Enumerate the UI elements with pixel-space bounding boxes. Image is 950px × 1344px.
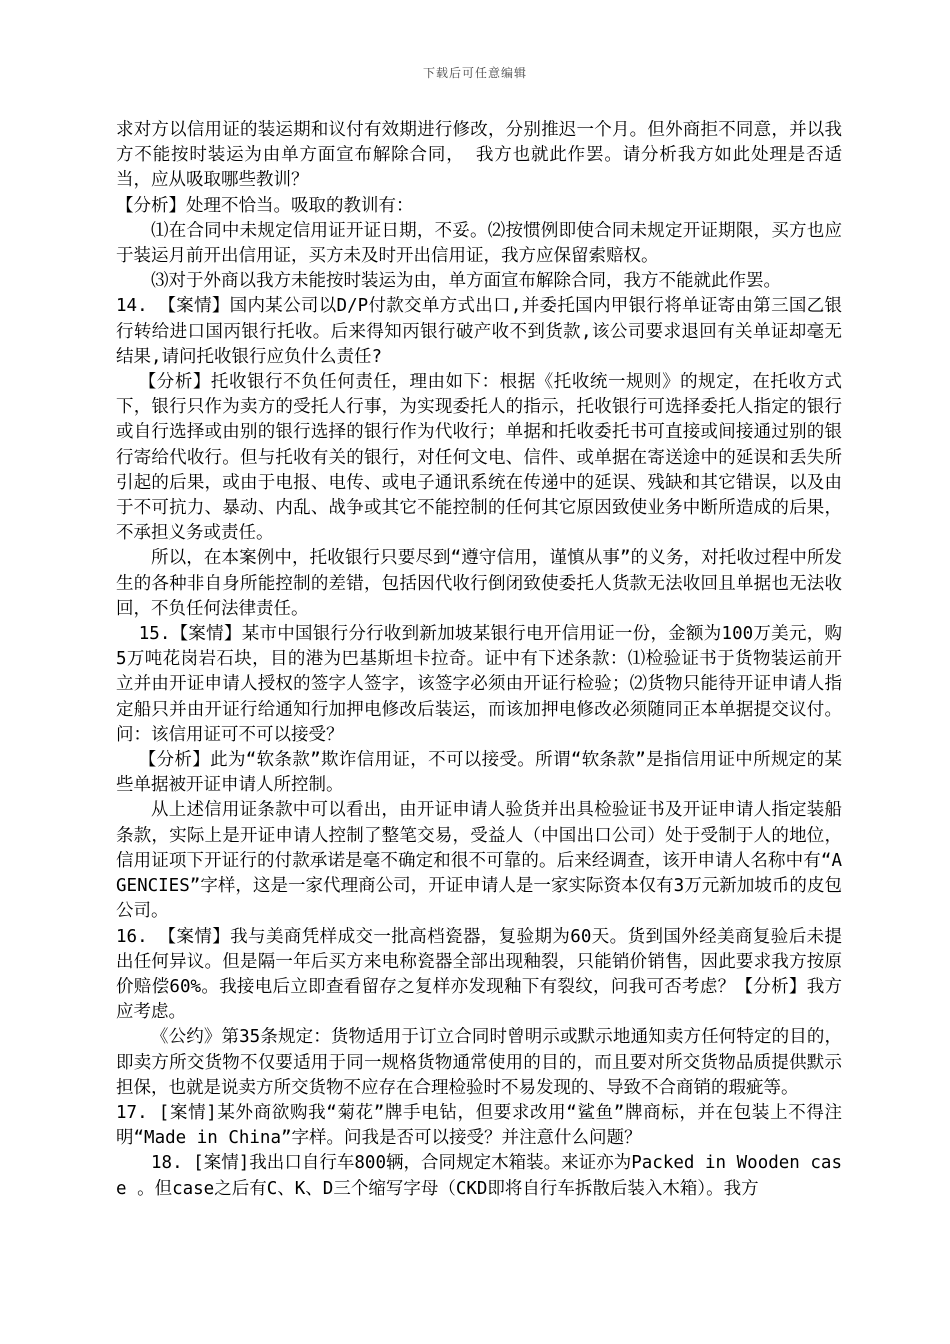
paragraph-case15: 15.【案情】某市中国银行分行收到新加坡某银行电开信用证一份，金额为100万美元，购5万吨花岗岩石块，目的港为巴基斯坦卡拉奇。证中有下述条款：⑴检验证书于货物装运前开立并由开证申请人授权的签字人签字，该签字必须由开证行检验；⑵货物只能待开证申请人指定船只并由开证行给通知行加押电修改后装运，而该加押电修改必须随同正本单据提交议付。问：该信用证可不可以接受？ (116, 624, 842, 745)
paragraph-case14: 14. 【案情】国内某公司以D/P付款交单方式出口,并委托国内甲银行将单证寄由第三国乙银行转给进口国丙银行托收。后来得知丙银行破产收不到货款,该公司要求退回有关单证却毫无结果,请问托收银行应负什么责任? (116, 296, 842, 367)
paragraph-case16-convention: 《公约》第35条规定：货物适用于订立合同时曾明示或默示地通知卖方任何特定的目的，即卖方所交货物不仅要适用于同一规格货物通常使用的目的，而且要对所交货物品质提供默示担保，也就是说卖方所交货物不应存在合理检验时不易发现的、导致不合商销的瑕疵等。 (116, 1027, 842, 1098)
paragraph-case13-question: 求对方以信用证的装运期和议付有效期进行修改，分别推迟一个月。但外商拒不同意，并以我方不能按时装运为由单方面宣布解除合同， 我方也就此作罢。请分析我方如此处理是否适当，应从吸取哪些教训？ (116, 120, 842, 191)
paragraph-case14-conclusion: 所以，在本案例中，托收银行只要尽到“遵守信用，谨慎从事”的义务，对托收过程中所发生的各种非自身所能控制的差错，包括因代收行倒闭致使委托人货款无法收回且单据也无法收回，不负任何法律责任。 (116, 548, 842, 619)
paragraph-case18: 18. [案情]我出口自行车800辆，合同规定木箱装。来证亦为Packed in Wooden case 。但case之后有C、K、D三个缩写字母（CKD即将自行车拆散后装入木箱）。我方 (116, 1153, 842, 1199)
page-header: 下载后可任意编辑 (422, 66, 527, 80)
paragraph-case15-analysis: 【分析】此为“软条款”欺诈信用证，不可以接受。所谓“软条款”是指信用证中所规定的某些单据被开证申请人所控制。 (116, 750, 842, 796)
paragraph-case14-analysis: 【分析】托收银行不负任何责任，理由如下：根据《托收统一规则》的规定，在托收方式下，银行只作为卖方的受托人行事，为实现委托人的指示，托收银行可选择委托人指定的银行或自行选择或由别的银行选择的银行作为代收行；单据和托收委托书可直接或间接通过别的银行寄给代收行。但与托收有关的银行，对任何文电、信件、或单据在寄送途中的延误和丢失所引起的后果，或由于电报、电传、或电子通讯系统在传递中的延误、残缺和其它错误，以及由于不可抗力、暴动、内乱、战争或其它不能控制的任何其它原因致使业务中断所造成的后果，不承担义务或责任。 (116, 372, 842, 544)
paragraph-case16: 16. 【案情】我与美商凭样成交一批高档瓷器，复验期为60天。货到国外经美商复验后未提出任何异议。但是隔一年后买方来电称瓷器全部出现釉裂，只能销价销售，因此要求我方按原价赔偿60%。我接电后立即查看留存之复样亦发现釉下有裂纹，问我可否考虑？【分析】我方应考虑。 (116, 926, 842, 1023)
paragraph-case13-lesson-3: ⑶对于外商以我方未能按时装运为由，单方面宣布解除合同，我方不能就此作罢。 (151, 271, 781, 292)
paragraph-case15-detail: 从上述信用证条款中可以看出，由开证申请人验货并出具检验证书及开证申请人指定装船条款，实际上是开证申请人控制了整笔交易，受益人（中国出口公司）处于受制于人的地位，信用证项下开证行的付款承诺是毫不确定和很不可靠的。后来经调查，该开申请人名称中有“AGENCIES”字样，这是一家代理商公司，开证申请人是一家实际资本仅有3万元新加坡币的皮包公司。 (116, 800, 842, 922)
document-body (116, 118, 842, 1202)
paragraph-case13-analysis-heading: 【分析】处理不恰当。吸取的教训有： (116, 195, 414, 216)
paragraph-case13-lesson-1-2: ⑴在合同中未规定信用证开证日期，不妥。⑵按惯例即使合同未规定开证期限，买方也应于装运月前开出信用证，买方未及时开出信用证，我方应保留索赔权。 (116, 220, 842, 267)
paragraph-case17: 17. [案情]某外商欲购我“菊花”牌手电钻，但要求改用“鲨鱼”牌商标，并在包装上不得注明“Made in China”字样。问我是否可以接受？并注意什么问题？ (116, 1102, 842, 1149)
